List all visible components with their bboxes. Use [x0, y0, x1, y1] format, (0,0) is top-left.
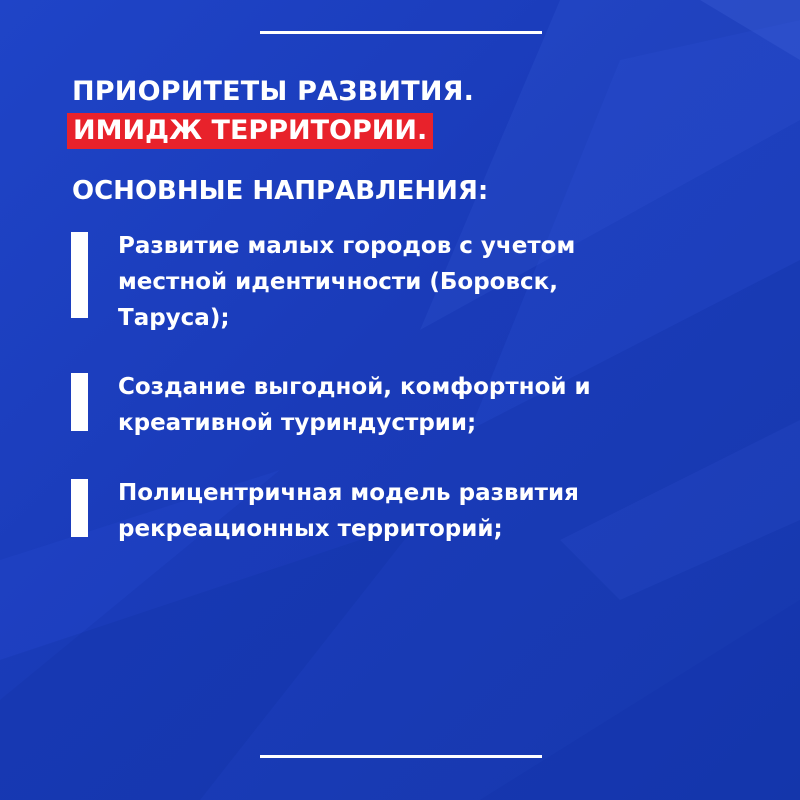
bottom-divider: [260, 755, 542, 758]
list-item-line: Создание выгодной, комфортной и: [118, 374, 591, 400]
list-item-line: Развитие малых городов с учетом: [118, 233, 576, 259]
list-item-line: Таруса);: [118, 305, 230, 331]
bullet-bar: [71, 479, 88, 537]
top-divider: [260, 31, 542, 34]
list-item-line: местной идентичности (Боровск,: [118, 269, 559, 295]
list-item-text: [118, 475, 718, 547]
list-item-text: [118, 228, 718, 336]
list-item-text: [118, 369, 718, 441]
section-heading: ОСНОВНЫЕ НАПРАВЛЕНИЯ:: [72, 176, 489, 206]
bullet-bar: [71, 373, 88, 431]
list-item-line: креативной туриндустрии;: [118, 410, 477, 436]
list-item-line: Полицентричная модель развития: [118, 480, 579, 506]
list-item-line: рекреационных территорий;: [118, 516, 503, 542]
page-title: ПРИОРИТЕТЫ РАЗВИТИЯ.: [72, 76, 475, 107]
page-title-highlight: ИМИДЖ ТЕРРИТОРИИ.: [67, 113, 433, 149]
bullet-bar: [71, 232, 88, 318]
